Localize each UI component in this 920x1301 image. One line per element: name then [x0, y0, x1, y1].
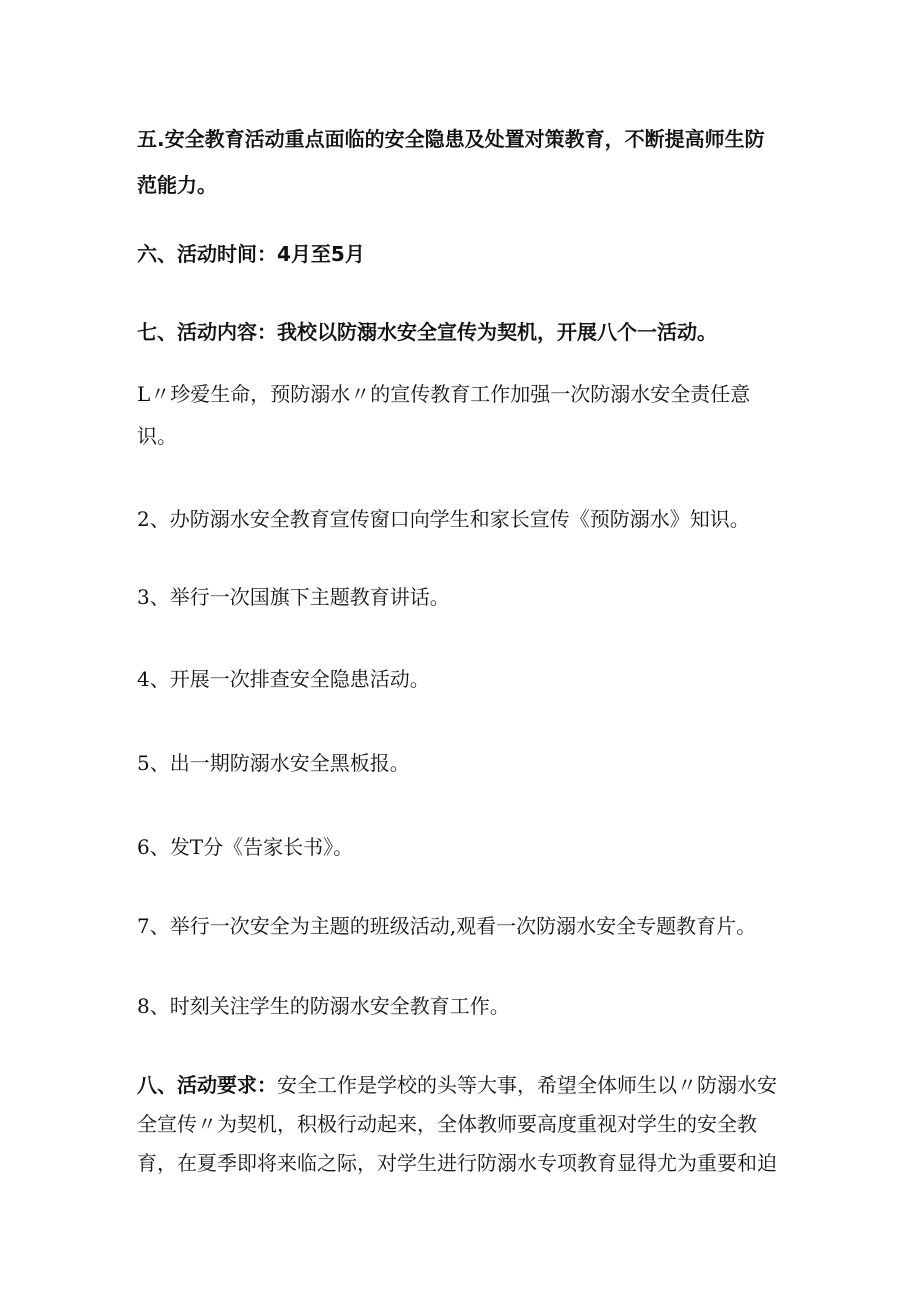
list-item-6: 6、发T分《告家长书》。 [137, 835, 354, 859]
section-eight-label: 八、活动要求： [137, 1073, 277, 1097]
list-item-1: L〃珍爱生命，预防溺水〃的宣传教育工作加强一次防溺水安全责任意识。 [137, 382, 751, 448]
list-item-8: 8、时刻关注学生的防溺水安全教育工作。 [137, 994, 510, 1018]
list-item-4: 4、开展一次排查安全隐患活动。 [137, 667, 430, 691]
section-six-activity-time: 六、活动时间：4月至5月 [137, 242, 365, 266]
list-item-5: 5、出一期防溺水安全黑板报。 [137, 751, 410, 775]
list-item-2: 2、办防溺水安全教育宣传窗口向学生和家长宣传《预防溺水》知识。 [137, 507, 750, 531]
section-eight-requirements [137, 1066, 777, 1183]
section-eight-body: 安全工作是学校的头等大事，希望全体师生以〃防溺水安全宣传〃为契机，积极行动起来，全体教师要高度重视对学生的安全教育，在夏季即将来临之际，对学生进行防溺水专项教育显得尤为重要和迫 [137, 1073, 777, 1175]
section-five-heading: 五.安全教育活动重点面临的安全隐患及处置对策教育，不断提高师生防范能力。 [137, 127, 765, 197]
section-seven-activity-content: 七、活动内容：我校以防溺水安全宣传为契机，开展八个一活动。 [137, 320, 717, 344]
list-item-3: 3、举行一次国旗下主题教育讲话。 [137, 585, 450, 609]
list-item-7: 7、举行一次安全为主题的班级活动,观看一次防溺水安全专题教育片。 [137, 914, 757, 938]
